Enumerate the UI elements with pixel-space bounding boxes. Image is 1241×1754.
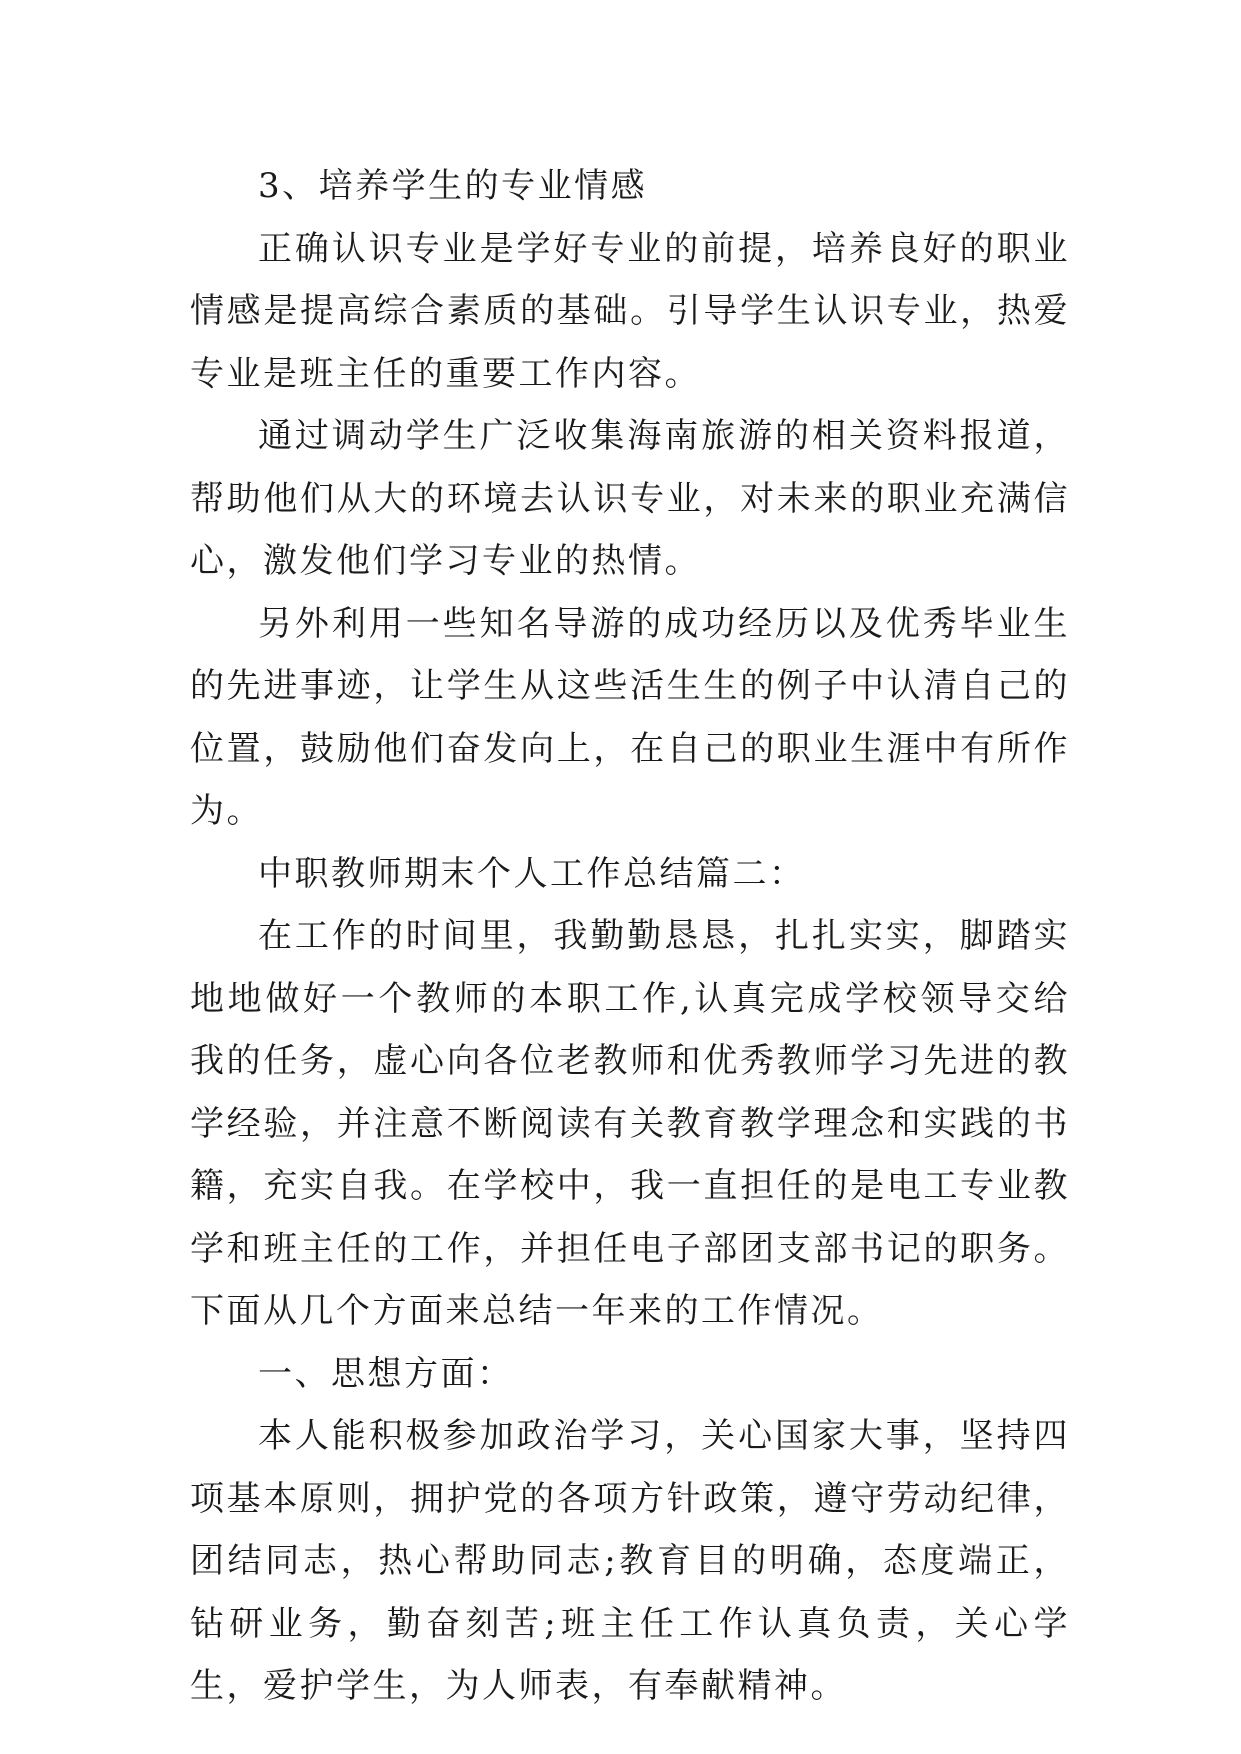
paragraph: 在工作的时间里，我勤勤恳恳，扎扎实实，脚踏实地地做好一个教师的本职工作,认真完成学校领导交给我的任务，虚心向各位老教师和优秀教师学习先进的教学经验，并注意不断阅读有关教育教学理念和实践的书籍，充实自我。在学校中，我一直担任的是电工专业教学和班主任的工作，并担任电子部团支部书记的职务。下面从几个方面来总结一年来的工作情况。 [190, 916, 1070, 1331]
section-heading: 一、思想方面： [258, 1353, 514, 1394]
section-heading: 中职教师期末个人工作总结篇二： [258, 853, 806, 894]
paragraph: 通过调动学生广泛收集海南旅游的相关资料报道，帮助他们从大的环境去认识专业，对未来的职业充满信心，激发他们学习专业的热情。 [190, 416, 1070, 581]
paragraph: 另外利用一些知名导游的成功经历以及优秀毕业生的先进事迹，让学生从这些活生生的例子中认清自己的位置，鼓励他们奋发向上，在自己的职业生涯中有所作为。 [190, 603, 1070, 831]
paragraph: 本人能积极参加政治学习，关心国家大事，坚持四项基本原则，拥护党的各项方针政策，遵守劳动纪律，团结同志，热心帮助同志;教育目的明确，态度端正，钻研业务，勤奋刻苦;班主任工作认真负责，关心学生，爱护学生，为人师表，有奉献精神。 [190, 1416, 1070, 1706]
document-body [190, 155, 1070, 1718]
paragraph: 正确认识专业是学好专业的前提，培养良好的职业情感是提高综合素质的基础。引导学生认识专业，热爱专业是班主任的重要工作内容。 [190, 228, 1070, 394]
section-heading: 3、培养学生的专业情感 [258, 166, 648, 206]
